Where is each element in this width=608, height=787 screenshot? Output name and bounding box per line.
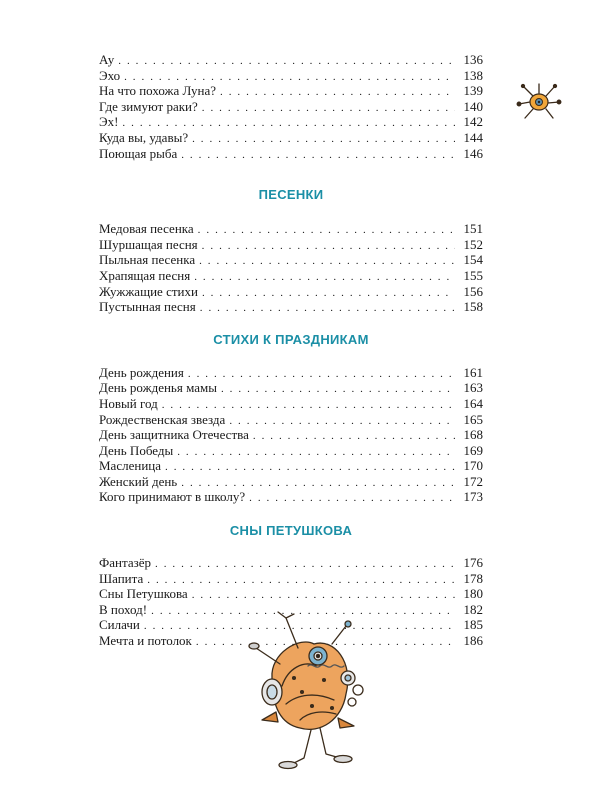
entry-page: 161 xyxy=(463,364,483,380)
entry-page: 182 xyxy=(463,601,483,617)
entry-title: Храпящая песня xyxy=(99,267,191,283)
dot-leader xyxy=(192,588,455,604)
toc-entry[interactable] xyxy=(99,474,483,490)
dot-leader xyxy=(202,286,455,302)
toc-entry[interactable] xyxy=(99,146,483,162)
entry-title: День рождения xyxy=(99,364,184,380)
entry-title: Новый год xyxy=(99,395,158,411)
entry-title: Кого принимают в школу? xyxy=(99,489,246,505)
entry-title: День Победы xyxy=(99,442,174,458)
entry-page: 178 xyxy=(463,570,483,586)
toc-entry[interactable] xyxy=(99,586,483,602)
entry-page: 151 xyxy=(463,221,483,237)
toc-entry[interactable] xyxy=(99,365,483,381)
entry-title: Рождественская звезда xyxy=(99,411,226,427)
toc-entry[interactable] xyxy=(99,68,483,84)
entry-page: 154 xyxy=(463,252,483,268)
entry-title: Поющая рыба xyxy=(99,145,178,161)
toc-entry[interactable] xyxy=(99,284,483,300)
dot-leader xyxy=(147,573,455,589)
entry-title: Шуршащая песня xyxy=(99,236,198,252)
dot-leader xyxy=(202,239,455,255)
dot-leader xyxy=(192,132,455,148)
entry-title: Эх! xyxy=(99,114,119,130)
toc-entry[interactable] xyxy=(99,443,483,459)
entry-title: На что похожа Луна? xyxy=(99,83,217,99)
entry-title: Медовая песенка xyxy=(99,221,194,237)
dot-leader xyxy=(181,148,455,164)
toc-section-holidays xyxy=(99,365,483,505)
dot-leader xyxy=(229,414,455,430)
entry-title: Масленица xyxy=(99,458,161,474)
entry-page: 138 xyxy=(463,67,483,83)
section-heading-holidays: СТИХИ К ПРАЗДНИКАМ xyxy=(213,332,369,348)
dot-leader xyxy=(202,101,455,117)
entry-page: 168 xyxy=(463,427,483,443)
entry-title: Жужжащие стихи xyxy=(99,283,198,299)
toc-entry[interactable] xyxy=(99,252,483,268)
entry-page: 165 xyxy=(463,411,483,427)
entry-page: 152 xyxy=(463,236,483,252)
table-of-contents xyxy=(99,52,483,649)
section-heading-petushkov: СНЫ ПЕТУШКОВА xyxy=(229,522,353,538)
section-heading-pesenki: ПЕСЕНКИ xyxy=(258,186,324,202)
entry-page: 156 xyxy=(463,283,483,299)
dot-leader xyxy=(199,254,455,270)
toc-entry[interactable] xyxy=(99,412,483,428)
entry-title: Сны Петушкова xyxy=(99,586,188,602)
entry-page: 163 xyxy=(463,380,483,396)
toc-entry[interactable] xyxy=(99,299,483,315)
entry-title: Силачи xyxy=(99,617,140,633)
entry-page: 170 xyxy=(463,458,483,474)
entry-page: 173 xyxy=(463,489,483,505)
dot-leader xyxy=(165,460,455,476)
entry-title: Фантазёр xyxy=(99,555,152,571)
entry-page: 140 xyxy=(463,98,483,114)
toc-entry[interactable] xyxy=(99,52,483,68)
entry-title: В поход! xyxy=(99,601,148,617)
dot-leader xyxy=(200,301,455,317)
entry-title: Куда вы, удавы? xyxy=(99,129,189,145)
dot-leader xyxy=(194,270,455,286)
entry-page: 136 xyxy=(463,52,483,67)
toc-entry[interactable] xyxy=(99,114,483,130)
toc-entry[interactable] xyxy=(99,458,483,474)
dot-leader xyxy=(177,445,455,461)
toc-entry[interactable] xyxy=(99,555,483,571)
entry-page: 139 xyxy=(463,83,483,99)
dot-leader xyxy=(188,367,455,383)
toc-section-pesenki xyxy=(99,221,483,315)
entry-title: День рожденья мамы xyxy=(99,380,217,396)
dot-leader xyxy=(253,429,455,445)
toc-entry[interactable] xyxy=(99,396,483,412)
entry-page: 146 xyxy=(463,145,483,161)
entry-page: 164 xyxy=(463,395,483,411)
toc-entry[interactable] xyxy=(99,571,483,587)
toc-entry[interactable] xyxy=(99,427,483,443)
entry-title: Ау xyxy=(99,52,115,67)
toc-entry[interactable] xyxy=(99,99,483,115)
entry-title: Эхо xyxy=(99,67,121,83)
entry-page: 185 xyxy=(463,617,483,633)
entry-page: 155 xyxy=(463,267,483,283)
entry-title: Шапита xyxy=(99,570,144,586)
entry-page: 158 xyxy=(463,299,483,315)
dot-leader xyxy=(249,491,455,507)
dot-leader xyxy=(221,382,455,398)
dot-leader xyxy=(220,85,455,101)
toc-entry[interactable] xyxy=(99,221,483,237)
entry-page: 169 xyxy=(463,442,483,458)
entry-title: Женский день xyxy=(99,473,178,489)
entry-page: 176 xyxy=(463,555,483,571)
dot-leader xyxy=(198,223,455,239)
toc-entry[interactable] xyxy=(99,130,483,146)
toc-entry[interactable] xyxy=(99,380,483,396)
entry-page: 142 xyxy=(463,114,483,130)
fantasy-creature-illustration xyxy=(242,608,374,773)
entry-page: 180 xyxy=(463,586,483,602)
entry-page: 172 xyxy=(463,473,483,489)
entry-title: Пыльная песенка xyxy=(99,252,196,268)
toc-group-continued xyxy=(99,52,483,161)
toc-entry[interactable] xyxy=(99,489,483,505)
toc-entry[interactable] xyxy=(99,83,483,99)
entry-title: Мечта и потолок xyxy=(99,633,192,649)
toc-entry[interactable] xyxy=(99,268,483,284)
dot-leader xyxy=(118,54,455,70)
toc-entry[interactable] xyxy=(99,237,483,253)
entry-page: 144 xyxy=(463,129,483,145)
dot-leader xyxy=(155,557,455,573)
entry-title: Пустынная песня xyxy=(99,299,196,315)
entry-title: День защитника Отечества xyxy=(99,427,249,443)
entry-title: Где зимуют раки? xyxy=(99,98,198,114)
entry-page: 186 xyxy=(463,633,483,649)
sun-doodle-icon xyxy=(515,82,563,122)
